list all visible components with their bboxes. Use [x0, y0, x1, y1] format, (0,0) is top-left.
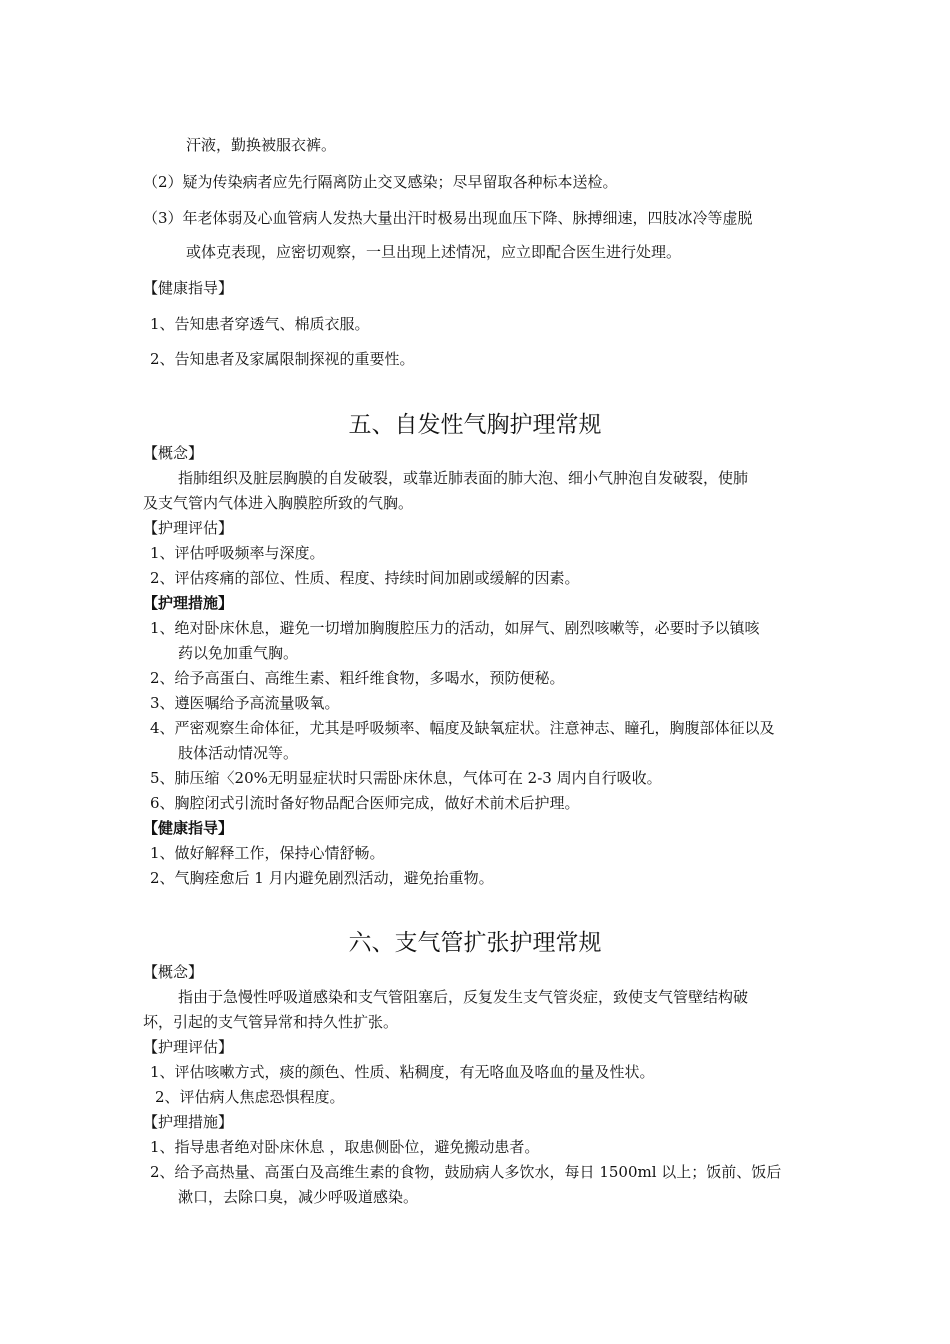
- list-item: 2、气胸痊愈后 1 月内避免剧烈活动，避免抬重物。: [150, 869, 494, 887]
- section-label: 【护理评估】: [143, 519, 234, 537]
- list-item: 2、给予高蛋白、高维生素、粗纤维食物，多喝水，预防便秘。: [150, 669, 565, 687]
- list-item: 2、评估疼痛的部位、性质、程度、持续时间加剧或缓解的因素。: [150, 569, 580, 587]
- list-item: 4、严密观察生命体征，尤其是呼吸频率、幅度及缺氧症状。注意神志、瞳孔，胸腹部体征以及: [150, 719, 775, 737]
- list-item-continuation: 肢体活动情况等。: [178, 744, 299, 762]
- list-item: 6、胸腔闭式引流时备好物品配合医师完成，做好术前术后护理。: [150, 794, 580, 812]
- list-item: 5、肺压缩〈20%无明显症状时只需卧床休息，气体可在 2-3 周内自行吸收。: [150, 769, 662, 787]
- paragraph-line: 或体克表现，应密切观察，一旦出现上述情况，应立即配合医生进行处理。: [186, 243, 682, 261]
- list-item: （3）年老体弱及心血管病人发热大量出汗时极易出现血压下降、脉搏细速，四肢冰冷等虚脱: [143, 209, 753, 227]
- section-label: 【健康指导】: [143, 819, 234, 837]
- list-item: 1、绝对卧床休息，避免一切增加胸腹腔压力的活动，如屏气、剧烈咳嗽等，必要时予以镇咳: [150, 619, 760, 637]
- list-item: 1、指导患者绝对卧床休息 ，取患侧卧位，避免搬动患者。: [150, 1138, 540, 1156]
- list-item-continuation: 药以免加重气胸。: [178, 644, 299, 662]
- section-label: 【护理措施】: [143, 1113, 234, 1131]
- section-label: 【护理评估】: [143, 1038, 234, 1056]
- list-item: 3、遵医嘱给予高流量吸氧。: [150, 694, 340, 712]
- list-item: 1、告知患者穿透气、棉质衣服。: [150, 315, 370, 333]
- section-title: 六、支气管扩张护理常规: [348, 930, 602, 956]
- list-item: 1、做好解释工作，保持心情舒畅。: [150, 844, 385, 862]
- section-label: 【护理措施】: [143, 594, 234, 612]
- section-label: 【概念】: [143, 963, 204, 981]
- list-item: 2、评估病人焦虑恐惧程度。: [155, 1088, 345, 1106]
- list-item-continuation: 漱口，去除口臭，减少呼吸道感染。: [178, 1188, 419, 1206]
- list-item: 2、给予高热量、高蛋白及高维生素的食物，鼓励病人多饮水，每日 1500ml 以上；饭前、饭后: [150, 1163, 782, 1181]
- list-item: 1、评估呼吸频率与深度。: [150, 544, 325, 562]
- list-item: 1、评估咳嗽方式，痰的颜色、性质、粘稠度，有无咯血及咯血的量及性状。: [150, 1063, 655, 1081]
- list-item: （2）疑为传染病者应先行隔离防止交叉感染；尽早留取各种标本送检。: [143, 173, 618, 191]
- paragraph-line: 指由于急慢性呼吸道感染和支气管阻塞后，反复发生支气管炎症，致使支气管壁结构破: [178, 988, 749, 1006]
- paragraph-line: 指肺组织及脏层胸膜的自发破裂，或靠近肺表面的肺大泡、细小气肿泡自发破裂，使肺: [178, 469, 749, 487]
- paragraph-line: 汗液，勤换被服衣裤。: [186, 136, 337, 154]
- paragraph-line: 及支气管内气体进入胸膜腔所致的气胸。: [143, 494, 414, 512]
- list-item: 2、告知患者及家属限制探视的重要性。: [150, 350, 415, 368]
- section-title: 五、自发性气胸护理常规: [348, 412, 602, 438]
- section-label: 【概念】: [143, 444, 204, 462]
- section-label: 【健康指导】: [143, 279, 234, 297]
- paragraph-line: 坏，引起的支气管异常和持久性扩张。: [143, 1013, 399, 1031]
